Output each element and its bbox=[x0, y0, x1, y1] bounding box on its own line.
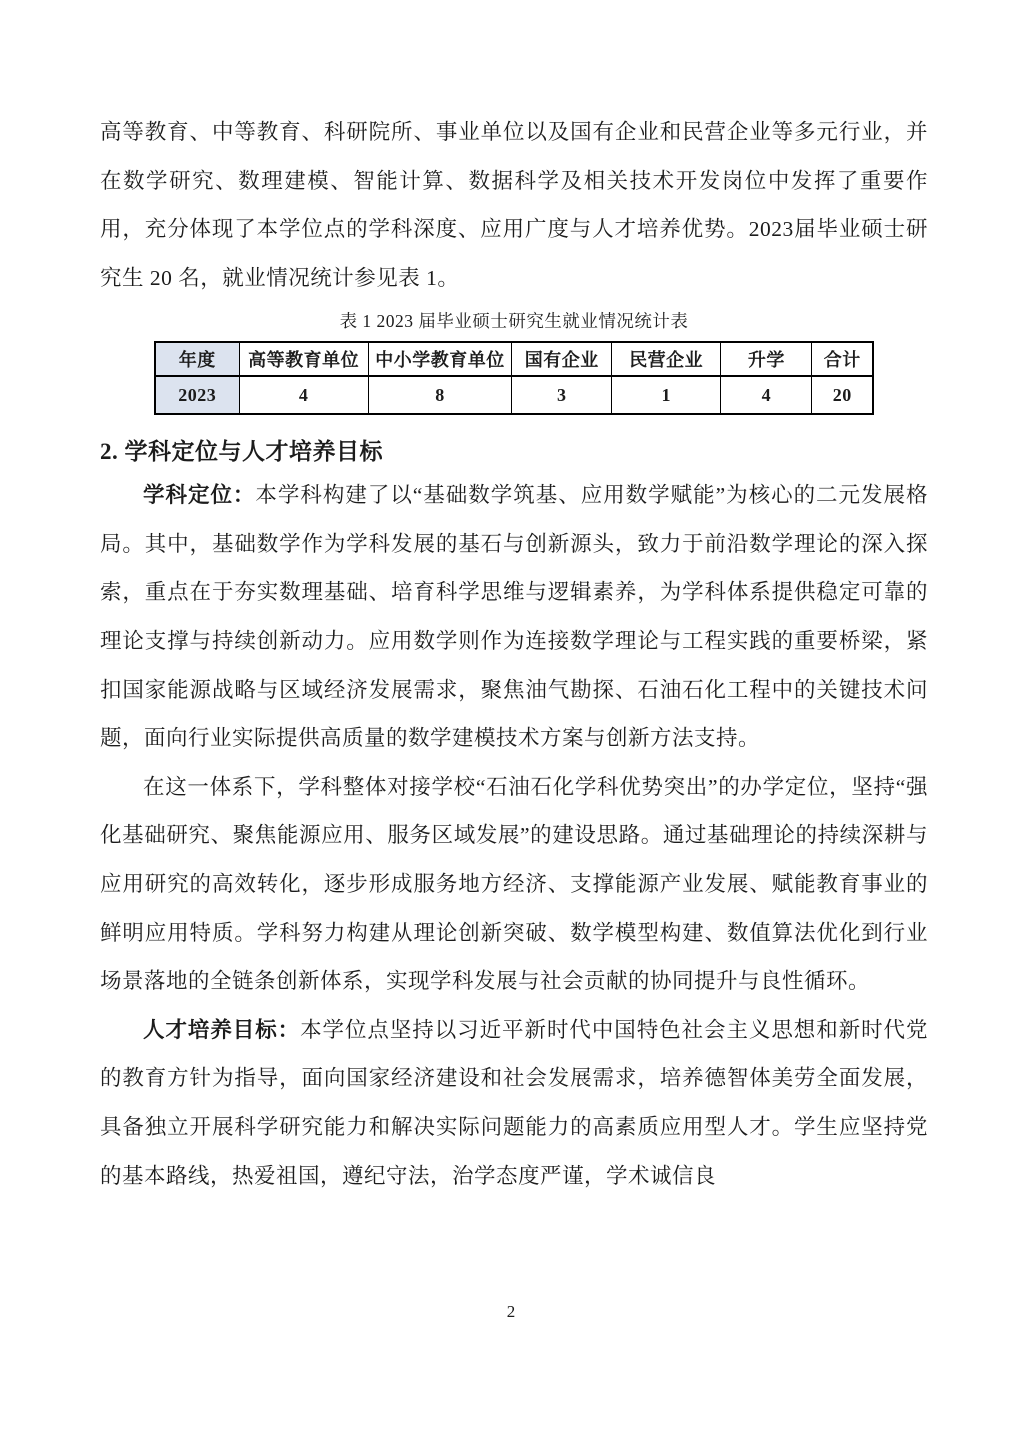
page-number: 2 bbox=[506, 1302, 516, 1321]
table-header-row bbox=[155, 342, 873, 376]
page-content bbox=[100, 108, 928, 1200]
cell-higher-ed: 4 bbox=[239, 376, 368, 414]
cell-total: 20 bbox=[812, 376, 873, 414]
cell-year: 2023 bbox=[155, 376, 239, 414]
employment-stats-table bbox=[154, 341, 874, 415]
cell-private-enterprise: 1 bbox=[612, 376, 721, 414]
paragraph-discipline-positioning bbox=[100, 471, 928, 763]
cell-state-owned: 3 bbox=[512, 376, 612, 414]
positioning-label: 学科定位： bbox=[143, 483, 256, 508]
header-total: 合计 bbox=[812, 342, 873, 376]
section-heading: 2. 学科定位与人才培养目标 bbox=[100, 439, 383, 465]
cell-further-study: 4 bbox=[721, 376, 812, 414]
header-year: 年度 bbox=[155, 342, 239, 376]
header-primary-secondary-ed: 中小学教育单位 bbox=[368, 342, 512, 376]
training-goal-label: 人才培养目标： bbox=[143, 1017, 301, 1042]
header-further-study: 升学 bbox=[721, 342, 812, 376]
header-higher-ed: 高等教育单位 bbox=[239, 342, 368, 376]
training-goal-text: 本学位点坚持以习近平新时代中国特色社会主义思想和新时代党的教育方针为指导，面向国家经济建设和社会发展需求，培养德智体美劳全面发展，具备独立开展科学研究能力和解决实际问题能力的高素质应用型人才。学生应坚持党的基本路线，热爱祖国，遵纪守法，治学态度严谨，学术诚信良 bbox=[100, 1017, 928, 1188]
table-row bbox=[155, 376, 873, 414]
cell-primary-secondary-ed: 8 bbox=[368, 376, 512, 414]
paragraph-employment-intro: 高等教育、中等教育、科研院所、事业单位以及国有企业和民营企业等多元行业，并在数学研究、数理建模、智能计算、数据科学及相关技术开发岗位中发挥了重要作用，充分体现了本学位点的学科深度、应用广度与人才培养优势。2023届毕业硕士研究生 20 名，就业情况统计参见表 1。 bbox=[100, 120, 928, 290]
paragraph-system: 在这一体系下，学科整体对接学校“石油石化学科优势突出”的办学定位，坚持“强化基础研究、聚焦能源应用、服务区域发展”的建设思路。通过基础理论的持续深耕与应用研究的高效转化，逐步形成服务地方经济、支撑能源产业发展、赋能教育事业的鲜明应用特质。学科努力构建从理论创新突破、数学模型构建、数值算法优化到行业场景落地的全链条创新体系，实现学科发展与社会贡献的协同提升与良性循环。 bbox=[100, 774, 928, 994]
header-private-enterprise: 民营企业 bbox=[612, 342, 721, 376]
header-state-owned: 国有企业 bbox=[512, 342, 612, 376]
positioning-text: 本学科构建了以“基础数学筑基、应用数学赋能”为核心的二元发展格局。其中，基础数学作为学科发展的基石与创新源头，致力于前沿数学理论的深入探索，重点在于夯实数理基础、培育科学思维与逻辑素养，为学科体系提供稳定可靠的理论支撑与持续创新动力。应用数学则作为连接数学理论与工程实践的重要桥梁，紧扣国家能源战略与区域经济发展需求，聚焦油气勘探、石油石化工程中的关键技术问题，面向行业实际提供高质量的数学建模技术方案与创新方法支持。 bbox=[100, 483, 928, 751]
paragraph-training-goal bbox=[100, 1006, 928, 1200]
table-caption: 表 1 2023 届毕业硕士研究生就业情况统计表 bbox=[339, 311, 689, 332]
